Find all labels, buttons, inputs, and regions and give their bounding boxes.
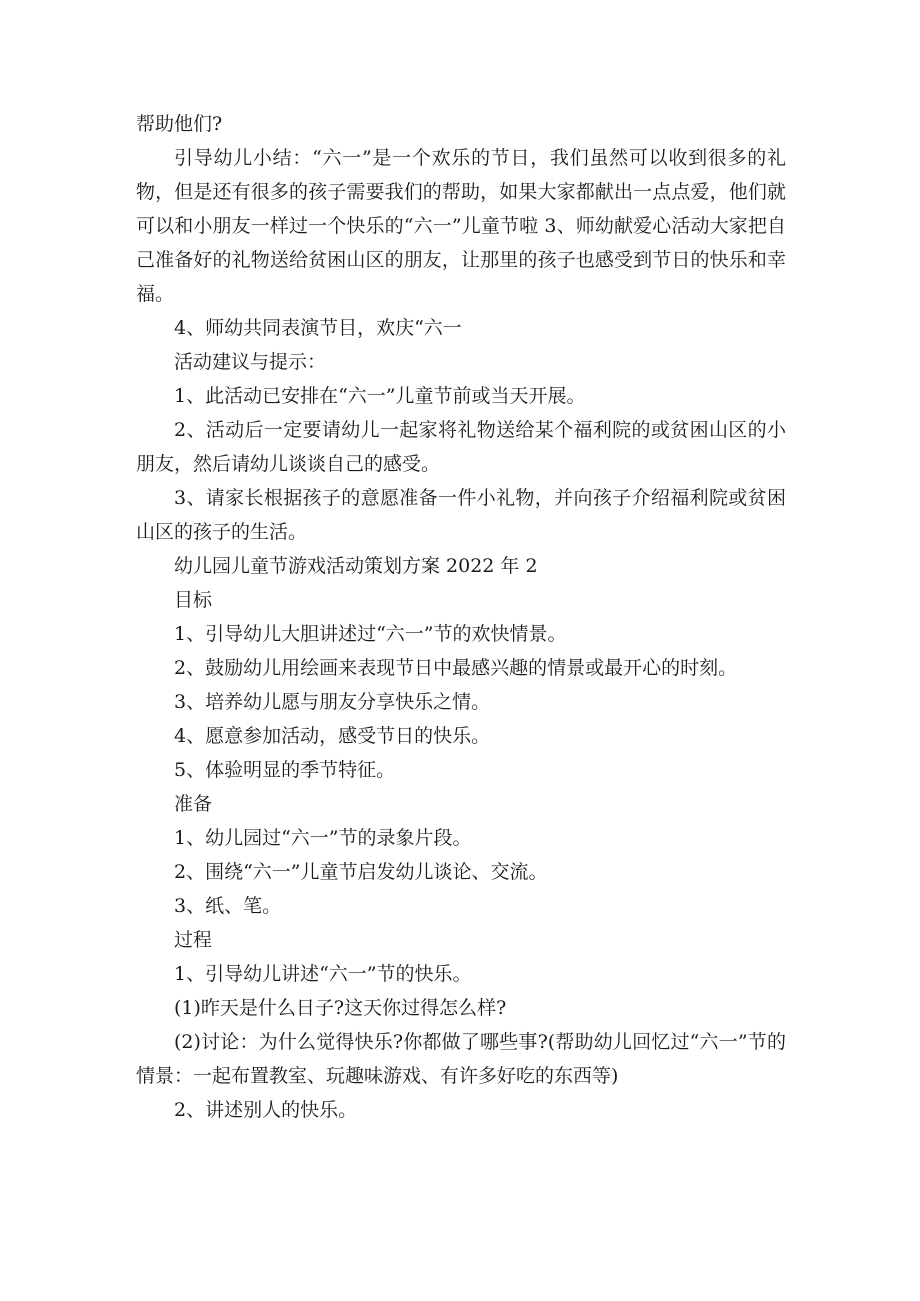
list-item: 2、围绕“六一”儿童节启发幼儿谈论、交流。 [174, 861, 548, 883]
list-item: 1、此活动已安排在“六一”儿童节前或当天开展。 [174, 385, 586, 407]
list-item: 2、讲述别人的快乐。 [174, 1099, 358, 1121]
list-item: (1)昨天是什么日子?这天你过得怎么样? [174, 997, 507, 1019]
list-item: 1、幼儿园过“六一”节的录象片段。 [174, 827, 472, 849]
list-item: 1、引导幼儿大胆讲述过“六一”节的欢快情景。 [174, 623, 567, 645]
paragraph: 引导幼儿小结：“六一”是一个欢乐的节日，我们虽然可以收到很多的礼物，但是还有很多的孩子需要我们的帮助，如果大家都献出一点点爱，他们就可以和小朋友一样过一个快乐的“六一”儿童节啦 3、师幼献爱心活动大家把自己准备好的礼物送给贫困山区的朋友，让那里的孩子也感受到节日的快乐和幸福。 [136, 147, 786, 305]
list-item: 2、鼓励幼儿用绘画来表现节日中最感兴趣的情景或最开心的时刻。 [174, 657, 738, 679]
paragraph: 4、师幼共同表演节目，欢庆“六一 [174, 317, 462, 339]
document-body [136, 107, 786, 1127]
list-item: 3、培养幼儿愿与朋友分享快乐之情。 [174, 691, 491, 713]
section-heading: 过程 [174, 929, 213, 951]
list-item: 5、体验明显的季节特征。 [174, 759, 396, 781]
list-item: 4、愿意参加活动，感受节日的快乐。 [174, 725, 491, 747]
section-heading: 目标 [174, 589, 213, 611]
list-item: 2、活动后一定要请幼儿一起家将礼物送给某个福利院的或贫困山区的小朋友，然后请幼儿谈谈自己的感受。 [136, 419, 786, 475]
document-title: 幼儿园儿童节游戏活动策划方案 2022 年 2 [174, 555, 538, 577]
list-item: 3、纸、笔。 [174, 895, 282, 917]
section-heading: 活动建议与提示： [174, 351, 327, 373]
list-item: 1、引导幼儿讲述“六一”节的快乐。 [174, 963, 472, 985]
list-item: 3、请家长根据孩子的意愿准备一件小礼物，并向孩子介绍福利院或贫困山区的孩子的生活。 [136, 487, 786, 543]
list-item: (2)讨论：为什么觉得快乐?你都做了哪些事?(帮助幼儿回忆过“六一”节的情景：一起布置教室、玩趣味游戏、有许多好吃的东西等) [136, 1031, 786, 1087]
section-heading: 准备 [174, 793, 213, 815]
paragraph: 帮助他们? [136, 113, 223, 135]
